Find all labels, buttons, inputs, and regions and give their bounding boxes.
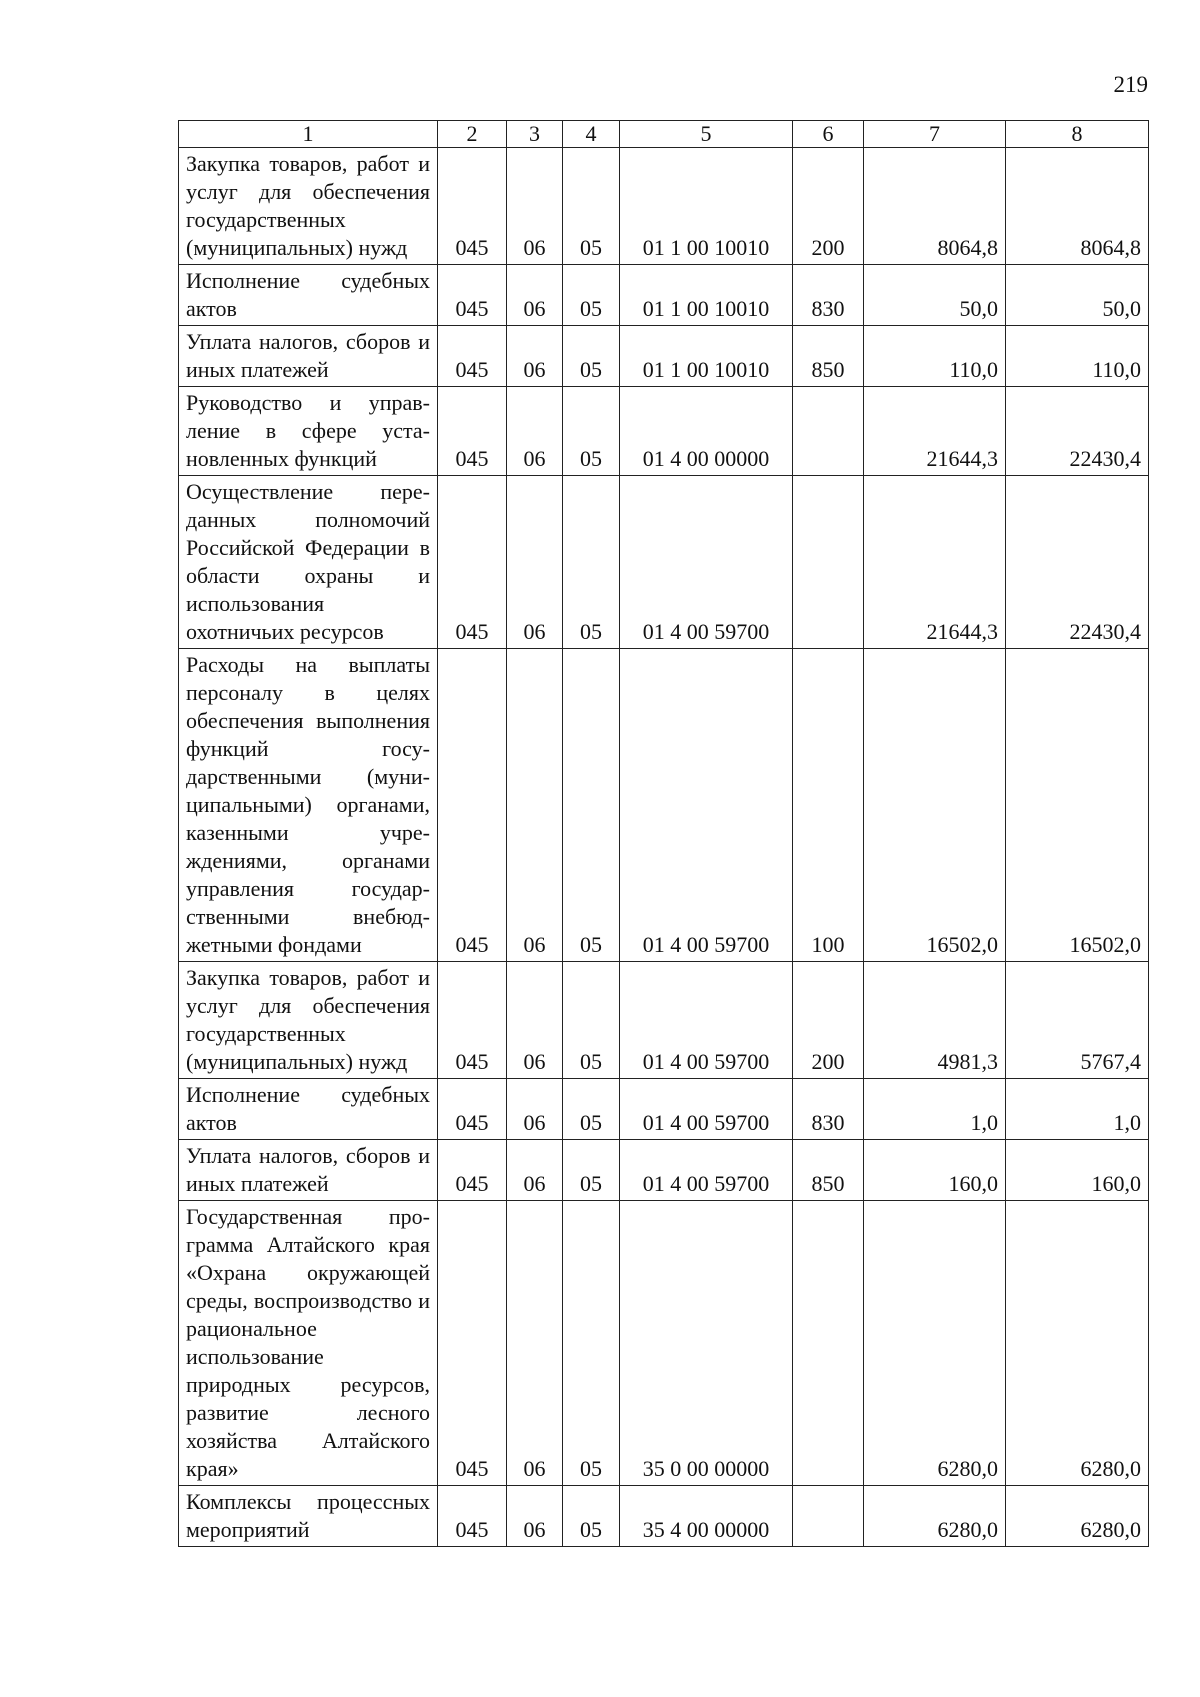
section-code: 06 [507, 265, 563, 326]
subsection-code: 05 [563, 649, 620, 962]
expense-type-code: 830 [793, 265, 864, 326]
table-row [179, 649, 1149, 962]
target-article-code: 01 1 00 10010 [620, 265, 793, 326]
table-row [179, 265, 1149, 326]
subsection-code: 05 [563, 1079, 620, 1140]
target-article-code: 01 4 00 59700 [620, 1140, 793, 1201]
row-description: Уплата налогов, сборов и иных платежей [179, 326, 438, 387]
ministry-code: 045 [438, 1486, 507, 1547]
section-code: 06 [507, 1140, 563, 1201]
subsection-code: 05 [563, 387, 620, 476]
budget-table [178, 120, 1149, 1547]
ministry-code: 045 [438, 387, 507, 476]
row-description: Государственная программа Алтайского края «Охрана окружающей среды, воспроизводство и рациональное использование природных ресурсов, развитие лесного хозяйства Алтайского края» [179, 1201, 438, 1486]
target-article-code: 01 1 00 10010 [620, 148, 793, 265]
target-article-code: 01 1 00 10010 [620, 326, 793, 387]
subsection-code: 05 [563, 326, 620, 387]
amount-col-8: 110,0 [1006, 326, 1149, 387]
amount-col-7: 110,0 [864, 326, 1006, 387]
target-article-code: 35 0 00 00000 [620, 1201, 793, 1486]
ministry-code: 045 [438, 265, 507, 326]
table-row [179, 1140, 1149, 1201]
expense-type-code: 200 [793, 962, 864, 1079]
column-header: 3 [507, 121, 563, 148]
row-description: Исполнение судебных актов [179, 265, 438, 326]
amount-col-8: 1,0 [1006, 1079, 1149, 1140]
table-row [179, 1201, 1149, 1486]
target-article-code: 01 4 00 59700 [620, 476, 793, 649]
target-article-code: 35 4 00 00000 [620, 1486, 793, 1547]
row-description: Расходы на выплаты персоналу в целях обеспечения выполнения функций государственными (муниципальными) органами, казенными учреждениями, органами управления государственными внебюджетными фондами [179, 649, 438, 962]
subsection-code: 05 [563, 1486, 620, 1547]
column-header: 7 [864, 121, 1006, 148]
target-article-code: 01 4 00 00000 [620, 387, 793, 476]
amount-col-7: 160,0 [864, 1140, 1006, 1201]
subsection-code: 05 [563, 265, 620, 326]
table-row [179, 148, 1149, 265]
ministry-code: 045 [438, 148, 507, 265]
ministry-code: 045 [438, 326, 507, 387]
ministry-code: 045 [438, 1201, 507, 1486]
amount-col-8: 16502,0 [1006, 649, 1149, 962]
amount-col-8: 22430,4 [1006, 476, 1149, 649]
column-header: 4 [563, 121, 620, 148]
section-code: 06 [507, 962, 563, 1079]
amount-col-7: 50,0 [864, 265, 1006, 326]
column-header: 1 [179, 121, 438, 148]
row-description: Исполнение судебных актов [179, 1079, 438, 1140]
amount-col-7: 6280,0 [864, 1486, 1006, 1547]
column-header: 2 [438, 121, 507, 148]
row-description: Закупка товаров, работ и услуг для обеспечения государственных (муниципальных) нужд [179, 148, 438, 265]
section-code: 06 [507, 1201, 563, 1486]
ministry-code: 045 [438, 962, 507, 1079]
expense-type-code [793, 387, 864, 476]
ministry-code: 045 [438, 1079, 507, 1140]
column-header: 5 [620, 121, 793, 148]
section-code: 06 [507, 387, 563, 476]
amount-col-8: 22430,4 [1006, 387, 1149, 476]
section-code: 06 [507, 649, 563, 962]
row-description: Закупка товаров, работ и услуг для обеспечения государственных (муниципальных) нужд [179, 962, 438, 1079]
table-row [179, 962, 1149, 1079]
amount-col-7: 16502,0 [864, 649, 1006, 962]
amount-col-8: 5767,4 [1006, 962, 1149, 1079]
section-code: 06 [507, 1079, 563, 1140]
expense-type-code: 100 [793, 649, 864, 962]
amount-col-8: 160,0 [1006, 1140, 1149, 1201]
table-row [179, 1486, 1149, 1547]
table-row [179, 326, 1149, 387]
subsection-code: 05 [563, 148, 620, 265]
ministry-code: 045 [438, 476, 507, 649]
page-number: 219 [1113, 72, 1148, 97]
column-header: 8 [1006, 121, 1149, 148]
amount-col-7: 6280,0 [864, 1201, 1006, 1486]
expense-type-code: 830 [793, 1079, 864, 1140]
amount-col-7: 21644,3 [864, 387, 1006, 476]
ministry-code: 045 [438, 649, 507, 962]
expense-type-code [793, 1201, 864, 1486]
section-code: 06 [507, 148, 563, 265]
expense-type-code: 850 [793, 326, 864, 387]
subsection-code: 05 [563, 476, 620, 649]
expense-type-code: 850 [793, 1140, 864, 1201]
target-article-code: 01 4 00 59700 [620, 962, 793, 1079]
table-row [179, 476, 1149, 649]
column-header: 6 [793, 121, 864, 148]
target-article-code: 01 4 00 59700 [620, 1079, 793, 1140]
amount-col-7: 1,0 [864, 1079, 1006, 1140]
section-code: 06 [507, 326, 563, 387]
table-row [179, 1079, 1149, 1140]
expense-type-code [793, 476, 864, 649]
expense-type-code: 200 [793, 148, 864, 265]
ministry-code: 045 [438, 1140, 507, 1201]
section-code: 06 [507, 476, 563, 649]
table-row [179, 387, 1149, 476]
row-description: Уплата налогов, сборов и иных платежей [179, 1140, 438, 1201]
subsection-code: 05 [563, 962, 620, 1079]
amount-col-7: 8064,8 [864, 148, 1006, 265]
row-description: Осуществление переданных полномочий Российской Федерации в области охраны и использования охотничьих ресурсов [179, 476, 438, 649]
row-description: Руководство и управление в сфере установленных функций [179, 387, 438, 476]
subsection-code: 05 [563, 1201, 620, 1486]
amount-col-7: 4981,3 [864, 962, 1006, 1079]
table-header-row [179, 121, 1149, 148]
expense-type-code [793, 1486, 864, 1547]
amount-col-8: 8064,8 [1006, 148, 1149, 265]
amount-col-7: 21644,3 [864, 476, 1006, 649]
subsection-code: 05 [563, 1140, 620, 1201]
section-code: 06 [507, 1486, 563, 1547]
amount-col-8: 50,0 [1006, 265, 1149, 326]
target-article-code: 01 4 00 59700 [620, 649, 793, 962]
amount-col-8: 6280,0 [1006, 1201, 1149, 1486]
amount-col-8: 6280,0 [1006, 1486, 1149, 1547]
row-description: Комплексы процессных мероприятий [179, 1486, 438, 1547]
